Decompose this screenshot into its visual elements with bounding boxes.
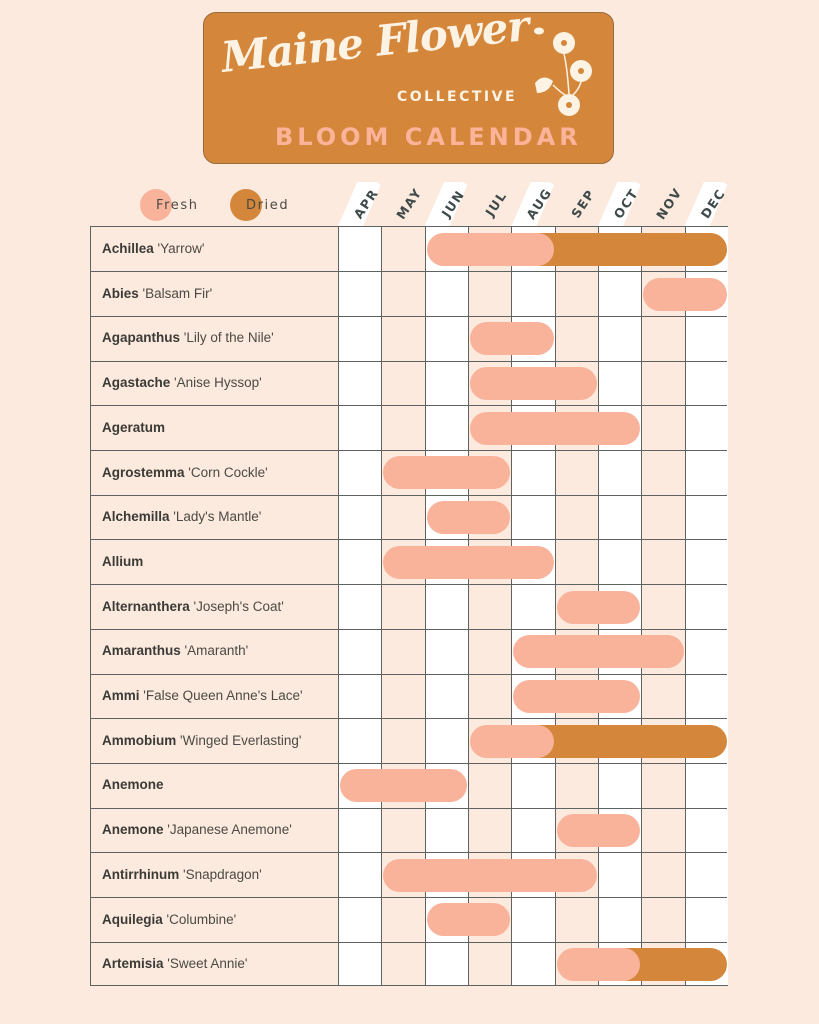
brand-logo-subtitle: COLLECTIVE: [397, 89, 518, 105]
brand-header: [203, 1, 614, 164]
grid-horizontal-line: [91, 361, 727, 362]
plant-genus: Agrostemma: [102, 464, 185, 480]
month-label: APR: [350, 185, 382, 222]
plant-genus: Alchemilla: [102, 509, 170, 525]
plant-genus: Allium: [102, 553, 144, 569]
fresh-bloom-bar: [427, 501, 511, 534]
plant-genus: Anemone: [102, 777, 164, 793]
month-label: DEC: [697, 185, 728, 222]
month-label: NOV: [653, 184, 686, 223]
month-label: AUG: [523, 185, 556, 222]
fresh-bloom-bar: [470, 725, 554, 758]
bloom-calendar-table: [90, 226, 728, 986]
grid-vertical-line: [381, 227, 382, 985]
plant-label: [102, 808, 292, 852]
plant-common-name: 'Columbine': [166, 911, 237, 927]
fresh-bloom-bar: [513, 635, 683, 668]
month-column-nov: [641, 227, 684, 985]
month-header-may: [381, 182, 425, 226]
brand-logo-script: Maine Flower: [218, 1, 531, 83]
plant-label: [102, 942, 248, 986]
plant-common-name: 'Anise Hyssop': [174, 375, 262, 391]
plant-genus: Aquilegia: [102, 911, 163, 927]
grid-horizontal-line: [91, 405, 727, 406]
month-header-jun: [425, 182, 469, 226]
plant-label: [102, 406, 165, 450]
fresh-bloom-bar: [427, 903, 511, 936]
legend-fresh-label: Fresh: [156, 198, 199, 213]
flower-illustration-icon: [529, 21, 601, 121]
plant-label: [102, 674, 303, 718]
grid-horizontal-line: [91, 852, 727, 853]
plant-genus: Ammobium: [102, 732, 177, 748]
month-label: MAY: [393, 185, 426, 222]
month-label: JUN: [438, 186, 468, 221]
plant-genus: Ammi: [102, 688, 140, 704]
grid-horizontal-line: [91, 584, 727, 585]
plant-genus: Agapanthus: [102, 330, 181, 346]
month-column-dec: [685, 227, 728, 985]
month-label: JUL: [482, 187, 510, 220]
plant-label: [102, 853, 262, 897]
plant-common-name: 'Yarrow': [157, 241, 205, 256]
fresh-bloom-bar: [557, 948, 641, 981]
plant-genus: Artemisia: [102, 956, 164, 972]
grid-horizontal-line: [91, 808, 727, 809]
fresh-bloom-bar: [513, 680, 640, 713]
plant-label: [102, 719, 301, 763]
plant-label: [102, 898, 236, 942]
grid-horizontal-line: [91, 271, 727, 272]
plant-label: [102, 495, 261, 539]
plant-common-name: 'Amaranth': [184, 643, 249, 659]
plant-common-name: 'Snapdragon': [183, 866, 262, 882]
grid-vertical-line: [641, 227, 642, 985]
fresh-bloom-bar: [383, 859, 597, 892]
plant-common-name: 'Joseph's Coat': [193, 598, 284, 614]
fresh-bloom-bar: [383, 546, 553, 579]
month-header-nov: [641, 182, 685, 226]
fresh-bloom-bar: [340, 769, 467, 802]
plant-common-name: 'Balsam Fir': [142, 285, 213, 301]
month-label: OCT: [610, 185, 642, 222]
grid-horizontal-line: [91, 718, 727, 719]
plant-genus: Abies: [102, 285, 139, 301]
grid-horizontal-line: [91, 674, 727, 675]
month-header-apr: [338, 182, 382, 226]
grid-horizontal-line: [91, 942, 727, 943]
plant-label: [102, 227, 204, 271]
fresh-bloom-bar: [470, 322, 554, 355]
grid-vertical-line: [685, 227, 686, 985]
fresh-bloom-bar: [470, 412, 640, 445]
plant-common-name: 'Winged Everlasting': [180, 732, 302, 748]
grid-horizontal-line: [91, 763, 727, 764]
legend-dried-label: Dried: [246, 198, 290, 213]
grid-horizontal-line: [91, 897, 727, 898]
plant-common-name: 'Lady's Mantle': [173, 509, 262, 525]
month-header-dec: [685, 182, 729, 226]
plant-genus: Amaranthus: [102, 643, 181, 659]
plant-common-name: 'Corn Cockle': [188, 464, 268, 480]
plant-common-name: 'False Queen Anne's Lace': [143, 688, 303, 704]
plant-genus: Alternanthera: [102, 598, 190, 614]
fresh-bloom-bar: [557, 814, 641, 847]
plant-label: [102, 629, 248, 673]
plant-common-name: 'Sweet Annie': [167, 956, 248, 972]
fresh-bloom-bar: [643, 278, 727, 311]
grid-horizontal-line: [91, 316, 727, 317]
grid-horizontal-line: [91, 450, 727, 451]
month-header-sep: [555, 182, 599, 226]
fresh-bloom-bar: [427, 233, 554, 266]
plant-label: [102, 272, 212, 316]
plant-label: [102, 540, 143, 584]
plant-label: [102, 451, 268, 495]
plant-genus: Agastache: [102, 375, 171, 391]
fresh-bloom-bar: [470, 367, 597, 400]
plant-genus: Antirrhinum: [102, 866, 180, 882]
month-header-aug: [511, 182, 555, 226]
plant-label: [102, 361, 262, 405]
grid-horizontal-line: [91, 495, 727, 496]
month-column-apr: [338, 227, 381, 985]
plant-label: [102, 316, 274, 360]
plant-label: [102, 585, 284, 629]
plant-genus: Ageratum: [102, 419, 166, 435]
month-label: SEP: [567, 186, 598, 221]
grid-vertical-line: [338, 227, 339, 985]
fresh-bloom-bar: [557, 591, 641, 624]
plant-genus: Anemone: [102, 822, 164, 838]
plant-common-name: 'Lily of the Nile': [183, 330, 274, 346]
plant-label: [102, 763, 164, 807]
grid-horizontal-line: [91, 539, 727, 540]
month-header-oct: [598, 182, 642, 226]
grid-horizontal-line: [91, 629, 727, 630]
fresh-bloom-bar: [383, 456, 510, 489]
page-title: BLOOM CALENDAR: [275, 123, 582, 151]
month-header-jul: [468, 182, 512, 226]
plant-common-name: 'Japanese Anemone': [167, 822, 292, 838]
plant-genus: Achillea: [102, 241, 154, 256]
